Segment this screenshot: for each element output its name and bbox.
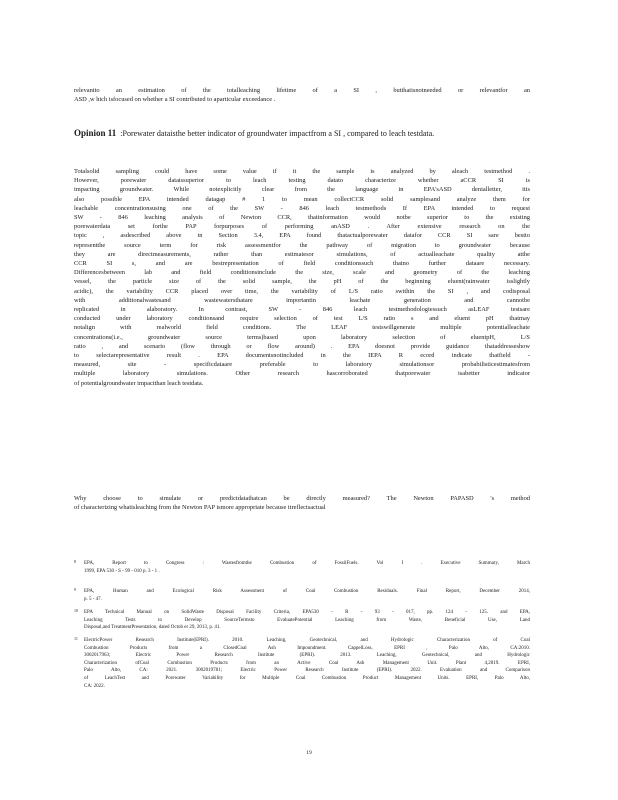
opinion-title: :Porewater dataisthe better indicator of groundwater impactfrom a SI , compared to leach testdata. — [120, 129, 435, 138]
body-paragraph-1 — [74, 167, 530, 388]
text-line: topic , asdescribed above in Section 3.4, EPA found thatactualporewater datafor CCR SI sare bestto — [74, 232, 530, 240]
footnote-line: CA: 2022. — [84, 683, 105, 689]
footnote-line: Characterization ofCoal Combustion Products from an Active Coal Ash Management Unit. Plant 4,2019. EPRI, — [84, 660, 530, 666]
footnote-body — [84, 637, 530, 690]
footnote-line: of LeachTest and Porewater Variability for Multiple Coal Combustion Product Management Units. EPRI, Palo Alto, — [84, 675, 530, 681]
text-line: ratio , and scenario (flow through or flow around) . EPA doesnot provide guidance thataddresseshow — [74, 342, 530, 350]
text-line: impacting groundwater. While notexplicitly clear from the language in EPA'sASD denialletter, itis — [74, 186, 530, 194]
footnote-line: EPA Technical Manual on SolidWaste Disposal Facility Criteria, EPA530 - R - 93 - 017, pp. 124 - 125. and EPA, — [84, 610, 530, 615]
text-line: relevantto an estimation of the totalleaching lifetime of a SI , butthatisnotneeded or relevantfor an — [74, 87, 530, 94]
text-line: of characterizing whatisleaching from the Newton PAP ismore appropriate because itreflectsactual — [74, 504, 326, 512]
footnote-line: p. 5 - 47. — [84, 596, 102, 602]
text-line: ASD ,w hich isfocused on whether a SI contributed to aparticular exceedance . — [74, 96, 276, 104]
footnote-line: 1999, EPA 530 - S - 99 - 010 p. 3 - 1 . — [84, 568, 160, 574]
text-line: conducted under laboratory conditionsand require selection of test L/S ratio s and eluent pH thatmay — [74, 315, 530, 323]
footnote-body — [84, 560, 530, 575]
page-number: 19 — [306, 750, 312, 756]
text-line: multiple laboratory simulations. Other research hascorroborated thatporewater isabetter indicator — [74, 370, 530, 378]
footnote-line: Combustion Products from a ClosedCoal Ash Impoundment. CappelLoss, EPRI , Palo Alto, CA:2010. — [84, 645, 530, 651]
footnote-body — [84, 588, 530, 603]
text-line: Why choose to simulate or predictdatathatcan be directly measured? The Newton PAPASD 's method — [74, 495, 530, 502]
text-line: CCR SI s, and are bestrepresentation of field conditionssuch thatno further dataare necessary. — [74, 260, 530, 268]
footnote-line: EPA, Human and Ecological Risk Assessment of Coal Combustion Residuals. Final Report, December 2014, — [84, 589, 530, 594]
footnote-line: EPA, Report to Congress : Wastesfromthe Combustion of FossilFuels. Vol I . Executive Summary, March — [84, 561, 530, 566]
intro-paragraph — [74, 86, 530, 104]
text-line: vessel, the particle size of the solid sample, the pH of the beginning eluent(rainwater isslightly — [74, 278, 530, 286]
text-line: Totalsolid sampling could have some value if it the sample is analyzed by aleach testmethod . — [74, 168, 530, 175]
text-line: SW - 846 leaching analysis of Newton CCR, thatinformation would notbe superior to the existing — [74, 214, 530, 222]
text-line: also possible EPA intended datagap # 1 to mean collectCCR solid samplesand analyze them for — [74, 195, 530, 203]
text-line: to selectarepresentative result . EPA documentsnotincluded in the IEPA R ecord indicate thatfield - — [74, 352, 530, 360]
text-line: with additionalwastesand wastewatersthatare importantin leachate generation and cannotbe — [74, 296, 530, 304]
opinion-heading — [74, 128, 530, 139]
text-line: of potentialgroundwater impactthan leach testdata. — [74, 379, 204, 387]
footnote — [74, 609, 530, 632]
footnote-line: 3002017963; Electric Power Research Institute (EPRI). 2013. Leaching, Geotechnical, and Hydrologic — [84, 653, 530, 659]
footnote-line: Leaching Tests to Develop SourceTermsto EvaluatePotential Leaching from Waste, Beneficial Use, Land — [84, 617, 530, 623]
text-line: replicated in alaboratory. In contrast, SW - 846 leach testmethodologiessuch asLEAF testsare — [74, 306, 530, 314]
text-line: leachable concentrationsusing one of the SW - 846 leach testmethods If EPA intended to request — [74, 204, 530, 212]
text-line: porewaterdata set forthe PAP forpurposes of performing anASD . After extensive research on the — [74, 223, 530, 231]
footnote — [74, 560, 530, 575]
text-line: acidic), the variability CCR placed over time, the variability of L/S ratio swithin the SI , and codisposal — [74, 287, 530, 295]
footnote-body — [84, 609, 530, 632]
footnote-number: 10 — [74, 608, 78, 613]
footnote — [74, 637, 530, 690]
opinion-number: Opinion 11 — [74, 128, 117, 138]
footnote-number: 8 — [74, 559, 76, 564]
footnote-line: Palo Alto, CA: 2021. 3002019781; Electric Power Research Institute (EPRI). 2022. Evaluation and Comparison — [84, 668, 530, 674]
footnote-number: 11 — [74, 636, 78, 641]
text-line: concentrations(i.e., groundwater source terms)based upon laboratory selection of eluentpH, L/S — [74, 333, 530, 341]
footnote — [74, 588, 530, 603]
text-line: they are directmeasurements, rather than estimatesor simulations, of actualleachate quality atthe — [74, 250, 530, 258]
body-paragraph-2 — [74, 494, 530, 512]
text-line: However, porewater dataissuperior to leach testing datato characterize whether aCCR SI is — [74, 177, 530, 185]
text-line: representthe source term for risk assessmentfor the pathway of migration to groundwater because — [74, 241, 530, 249]
footnote-line: ElectricPower Research Institute(EPRI). 2010. Leaching, Geotechnical, and Hydrologic Characterization of Coal — [84, 638, 530, 643]
footnote-line: Disposal,and TreatmentPresentation, dated Octob er 29, 2013, p. 41. — [84, 625, 221, 631]
footnote-number: 9 — [74, 587, 76, 592]
text-line: measured, site - specificdataare preferable to laboratory simulationsor probabilisticestimatesfrom — [74, 361, 530, 369]
text-line: notalign with realworld field conditions. The LEAF testswillgenerate multiple potentialleachate — [74, 324, 530, 332]
text-line: Differencesbetween lab and field conditionsinclude the size, scale and geometry of the leaching — [74, 269, 530, 277]
